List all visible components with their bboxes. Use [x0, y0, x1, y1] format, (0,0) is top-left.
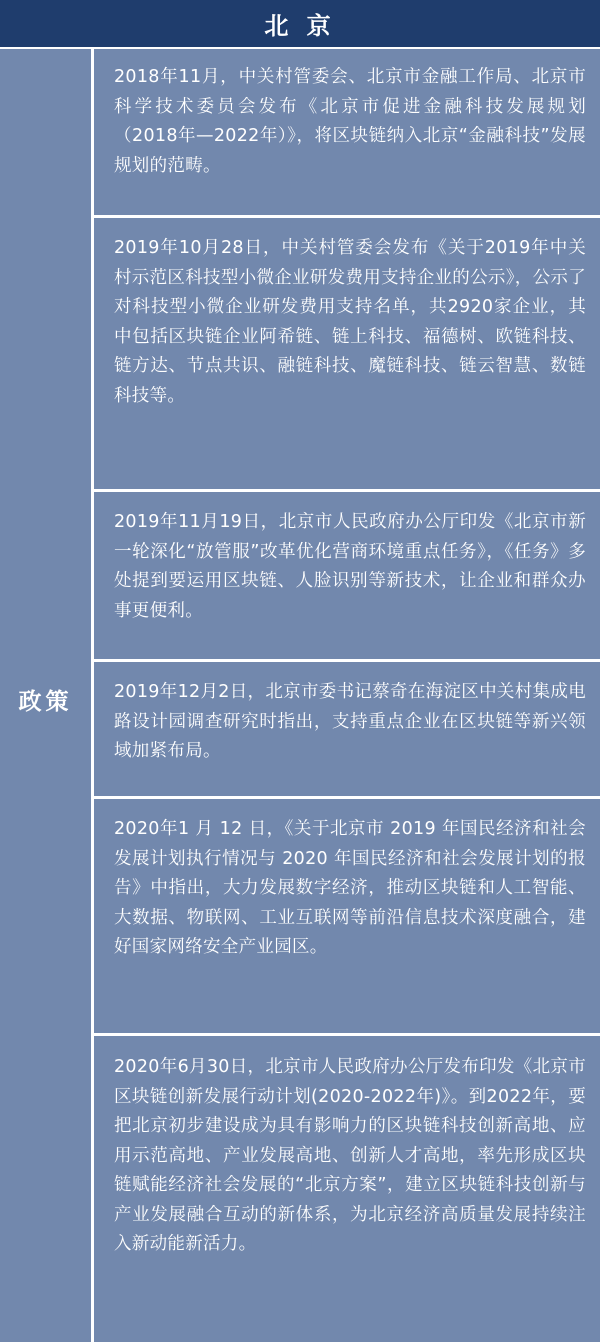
policy-row-5 — [94, 799, 600, 1036]
policy-row-1 — [94, 49, 600, 218]
table-header — [0, 0, 600, 47]
header-title: 北 京 — [264, 12, 336, 40]
policy-text: 2020年6月30日，北京市人民政府办公厅发布印发《北京市区块链创新发展行动计划(2020-2022年)》。到2022年，要把北京初步建设成为具有影响力的区块链科技创新高地、应用示范高地、产业发展高地、创新人才高地，率先形成区块链赋能经济社会发展的“北京方案”，建立区块链科技创新与产业发展融合互动的新体系，为北京经济高质量发展持续注入新动能新活力。 — [114, 1057, 586, 1254]
policy-row-2 — [94, 218, 600, 492]
category-label: 政策 — [18, 689, 73, 715]
policy-text: 2019年12月2日，北京市委书记蔡奇在海淀区中关村集成电路设计园调查研究时指出，支持重点企业在区块链等新兴领域加紧布局。 — [114, 682, 586, 761]
policy-rows — [94, 49, 600, 1342]
policy-text: 2018年11月，中关村管委会、北京市金融工作局、北京市科学技术委员会发布《北京市促进金融科技发展规划（2018年—2022年）》，将区块链纳入北京“金融科技”发展规划的范畴。 — [114, 67, 586, 176]
policy-row-3 — [94, 492, 600, 662]
policy-text: 2019年11月19日，北京市人民政府办公厅印发《北京市新一轮深化“放管服”改革优化营商环境重点任务》，《任务》多处提到要运用区块链、人脸识别等新技术，让企业和群众办事更便利。 — [114, 512, 586, 621]
policy-row-4 — [94, 662, 600, 799]
policy-text: 2020年1 月 12 日，《关于北京市 2019 年国民经济和社会发展计划执行情况与 2020 年国民经济和社会发展计划的报告》中指出，大力发展数字经济，推动区块链和人工智能、大数据、物联网、工业互联网等前沿信息技术深度融合，建好国家网络安全产业园区。 — [114, 819, 586, 957]
policy-row-6 — [94, 1036, 600, 1342]
category-cell — [0, 49, 91, 1342]
policy-text: 2019年10月28日，中关村管委会发布《关于2019年中关村示范区科技型小微企业研发费用支持企业的公示》，公示了对科技型小微企业研发费用支持名单，共2920家企业，其中包括区块链企业阿希链、链上科技、福德树、欧链科技、链方达、节点共识、融链科技、魔链科技、链云智慧、数链科技等。 — [114, 238, 586, 406]
